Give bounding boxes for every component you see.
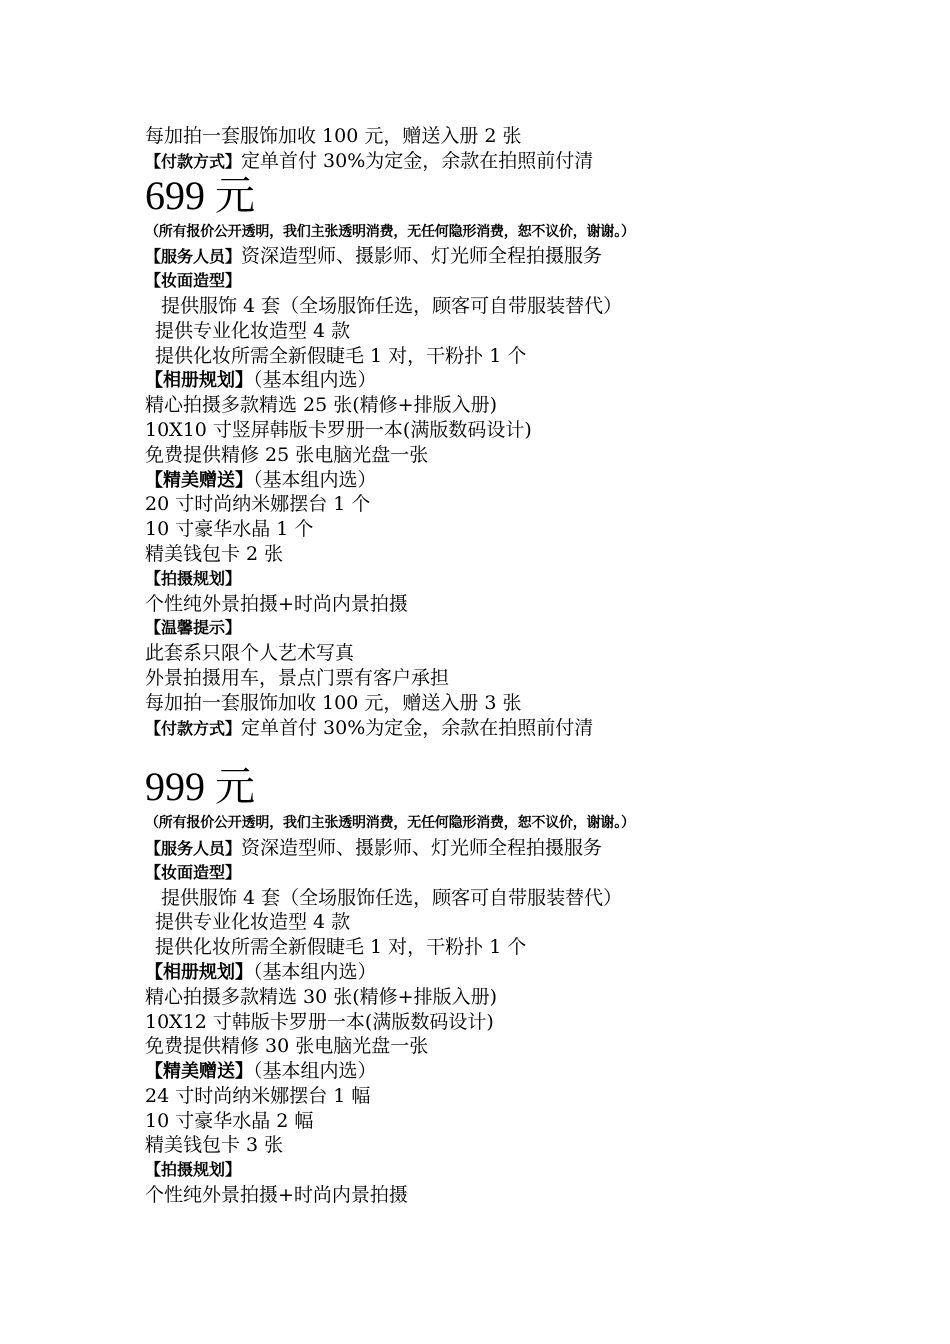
section-gap bbox=[145, 740, 865, 765]
staff-label: 【服务人员】 bbox=[145, 247, 242, 267]
payment-text: 定单首付 30%为定金，余款在拍照前付清 bbox=[241, 149, 594, 172]
gift-label: 【精美赠送】 bbox=[145, 469, 253, 491]
gift-line bbox=[145, 1059, 865, 1084]
extra-outfit-line: 每加拍一套服饰加收 100 元，赠送入册 2 张 bbox=[145, 125, 522, 147]
gift-item: 精美钱包卡 3 张 bbox=[145, 1134, 284, 1157]
package-price: 699 元 bbox=[145, 172, 255, 218]
album-sub: （基本组内选） bbox=[253, 960, 377, 983]
shoot-text: 个性纯外景拍摄+时尚内景拍摄 bbox=[145, 1184, 408, 1207]
gift-sub: （基本组内选） bbox=[253, 1060, 377, 1083]
shoot-label: 【拍摄规划】 bbox=[145, 1160, 242, 1180]
staff-label: 【服务人员】 bbox=[145, 838, 242, 858]
album-sub: （基本组内选） bbox=[253, 369, 377, 392]
staff-text: 资深造型师、摄影师、灯光师全程拍摄服务 bbox=[241, 836, 603, 859]
album-item: 10X12 寸韩版卡罗册一本(满版数码设计) bbox=[145, 1010, 494, 1033]
gift-label: 【精美赠送】 bbox=[145, 1061, 253, 1083]
album-item: 精心拍摄多款精选 30 张(精修+排版入册) bbox=[145, 985, 498, 1008]
document-page bbox=[145, 124, 865, 1208]
album-item: 免费提供精修 30 张电脑光盘一张 bbox=[145, 1035, 429, 1058]
album-line bbox=[145, 960, 865, 985]
makeup-item: 提供服饰 4 套（全场服饰任选，顾客可自带服装替代） bbox=[161, 294, 623, 317]
makeup-item: 提供专业化妆造型 4 款 bbox=[155, 911, 351, 934]
payment-line bbox=[145, 149, 865, 174]
tips-item: 外景拍摄用车，景点门票有客户承担 bbox=[145, 666, 450, 689]
tips-item: 每加拍一套服饰加收 100 元，赠送入册 3 张 bbox=[145, 691, 522, 714]
makeup-item: 提供化妆所需全新假睫毛 1 对，干粉扑 1 个 bbox=[155, 344, 527, 367]
pricing-note: （所有报价公开透明，我们主张透明消费，无任何隐形消费，恕不议价，谢谢。） bbox=[145, 223, 635, 240]
shoot-text: 个性纯外景拍摄+时尚内景拍摄 bbox=[145, 592, 408, 615]
album-label: 【相册规划】 bbox=[145, 370, 253, 392]
makeup-label: 【妆面造型】 bbox=[145, 862, 242, 882]
makeup-label: 【妆面造型】 bbox=[145, 271, 242, 291]
gift-item: 10 寸豪华水晶 1 个 bbox=[145, 518, 314, 541]
gift-item: 精美钱包卡 2 张 bbox=[145, 542, 284, 565]
tips-item: 此套系只限个人艺术写真 bbox=[145, 642, 355, 665]
payment-line bbox=[145, 716, 865, 741]
staff-line bbox=[145, 836, 865, 861]
gift-line bbox=[145, 468, 865, 493]
staff-line bbox=[145, 244, 865, 269]
album-item: 10X10 寸竖屏韩版卡罗册一本(满版数码设计) bbox=[145, 418, 532, 441]
gift-sub: （基本组内选） bbox=[253, 468, 377, 491]
album-label: 【相册规划】 bbox=[145, 961, 253, 983]
tips-label: 【温馨提示】 bbox=[145, 618, 242, 638]
package-price: 999 元 bbox=[145, 764, 255, 810]
package-999 bbox=[145, 763, 865, 1208]
album-line bbox=[145, 368, 865, 393]
pricing-note: （所有报价公开透明，我们主张透明消费，无任何隐形消费，恕不议价，谢谢。） bbox=[145, 815, 635, 832]
gift-item: 10 寸豪华水晶 2 幅 bbox=[145, 1109, 314, 1132]
album-item: 精心拍摄多款精选 25 张(精修+排版入册) bbox=[145, 394, 498, 417]
makeup-item: 提供化妆所需全新假睫毛 1 对，干粉扑 1 个 bbox=[155, 936, 527, 959]
gift-item: 24 寸时尚纳米娜摆台 1 幅 bbox=[145, 1084, 371, 1107]
payment-label: 【付款方式】 bbox=[145, 151, 242, 171]
staff-text: 资深造型师、摄影师、灯光师全程拍摄服务 bbox=[241, 245, 603, 268]
makeup-item: 提供服饰 4 套（全场服饰任选，顾客可自带服装替代） bbox=[161, 886, 623, 909]
shoot-label: 【拍摄规划】 bbox=[145, 568, 242, 588]
package-699 bbox=[145, 172, 865, 741]
album-item: 免费提供精修 25 张电脑光盘一张 bbox=[145, 443, 429, 466]
payment-label: 【付款方式】 bbox=[145, 718, 242, 738]
gift-item: 20 寸时尚纳米娜摆台 1 个 bbox=[145, 493, 371, 516]
payment-text: 定单首付 30%为定金，余款在拍照前付清 bbox=[241, 716, 594, 739]
makeup-item: 提供专业化妆造型 4 款 bbox=[155, 319, 351, 342]
